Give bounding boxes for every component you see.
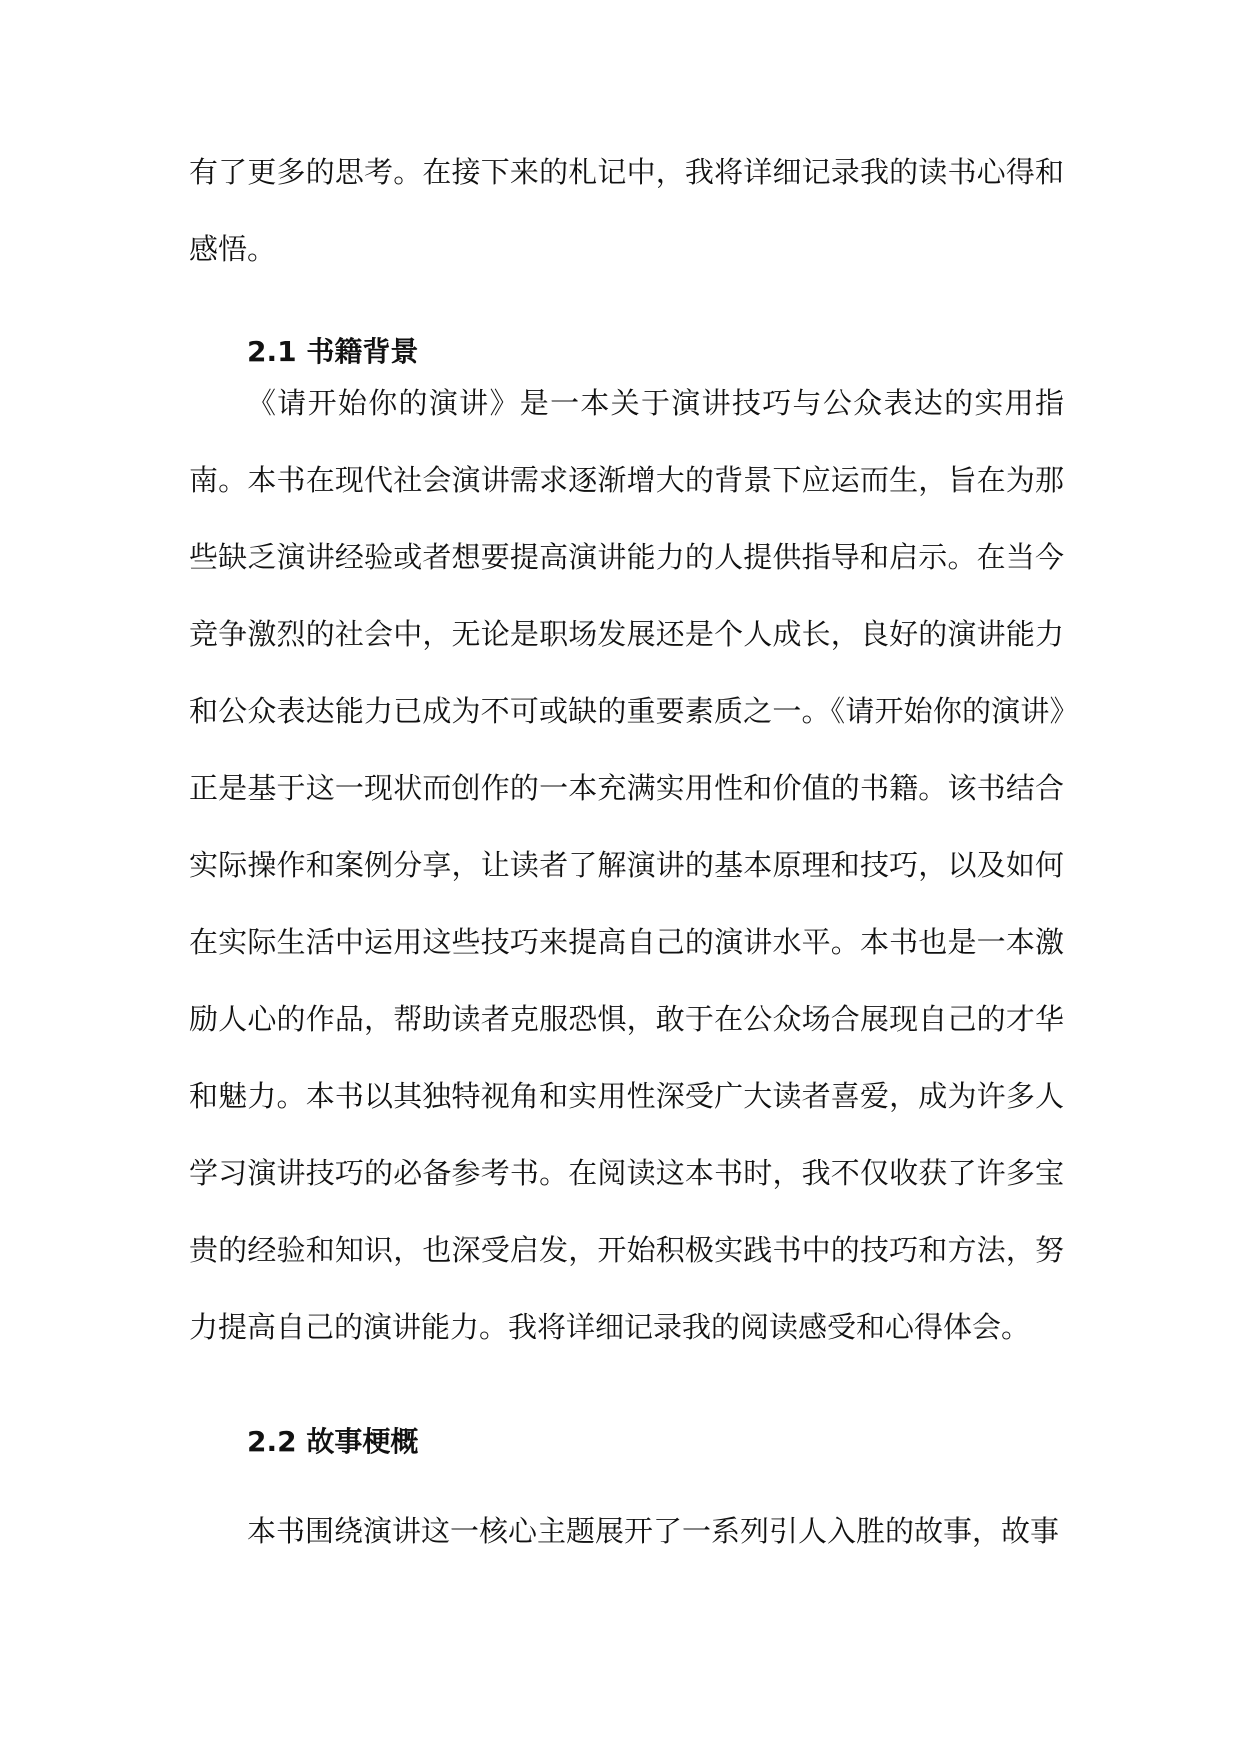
section-paragraph-book-background: 《请开始你的演讲》是一本关于演讲技巧与公众表达的实用指南。本书在现代社会演讲需求逐渐增大的背景下应运而生，旨在为那些缺乏演讲经验或者想要提高演讲能力的人提供指导和启示。在当今竞争激烈的社会中，无论是职场发展还是个人成长，良好的演讲能力和公众表达能力已成为不可或缺的重要素质之一。《请开始你的演讲》正是基于这一现状而创作的一本充满实用性和价值的书籍。该书结合实际操作和案例分享，让读者了解演讲的基本原理和技巧，以及如何在实际生活中运用这些技巧来提高自己的演讲水平。本书也是一本激励人心的作品，帮助读者克服恐惧，敢于在公众场合展现自己的才华和魅力。本书以其独特视角和实用性深受广大读者喜爱，成为许多人学习演讲技巧的必备参考书。在阅读这本书时，我不仅收获了许多宝贵的经验和知识，也深受启发，开始积极实践书中的技巧和方法，努力提高自己的演讲能力。我将详细记录我的阅读感受和心得体会。 [189, 386, 1064, 1344]
section-heading-story-summary: 2.2 故事梗概 [247, 1425, 419, 1458]
intro-paragraph: 有了更多的思考。在接下来的札记中，我将详细记录我的读书心得和感悟。 [189, 155, 1064, 266]
section-heading-book-background: 2.1 书籍背景 [247, 335, 419, 368]
section-paragraph-story-summary: 本书围绕演讲这一核心主题展开了一系列引人入胜的故事，故事 [247, 1514, 1060, 1548]
